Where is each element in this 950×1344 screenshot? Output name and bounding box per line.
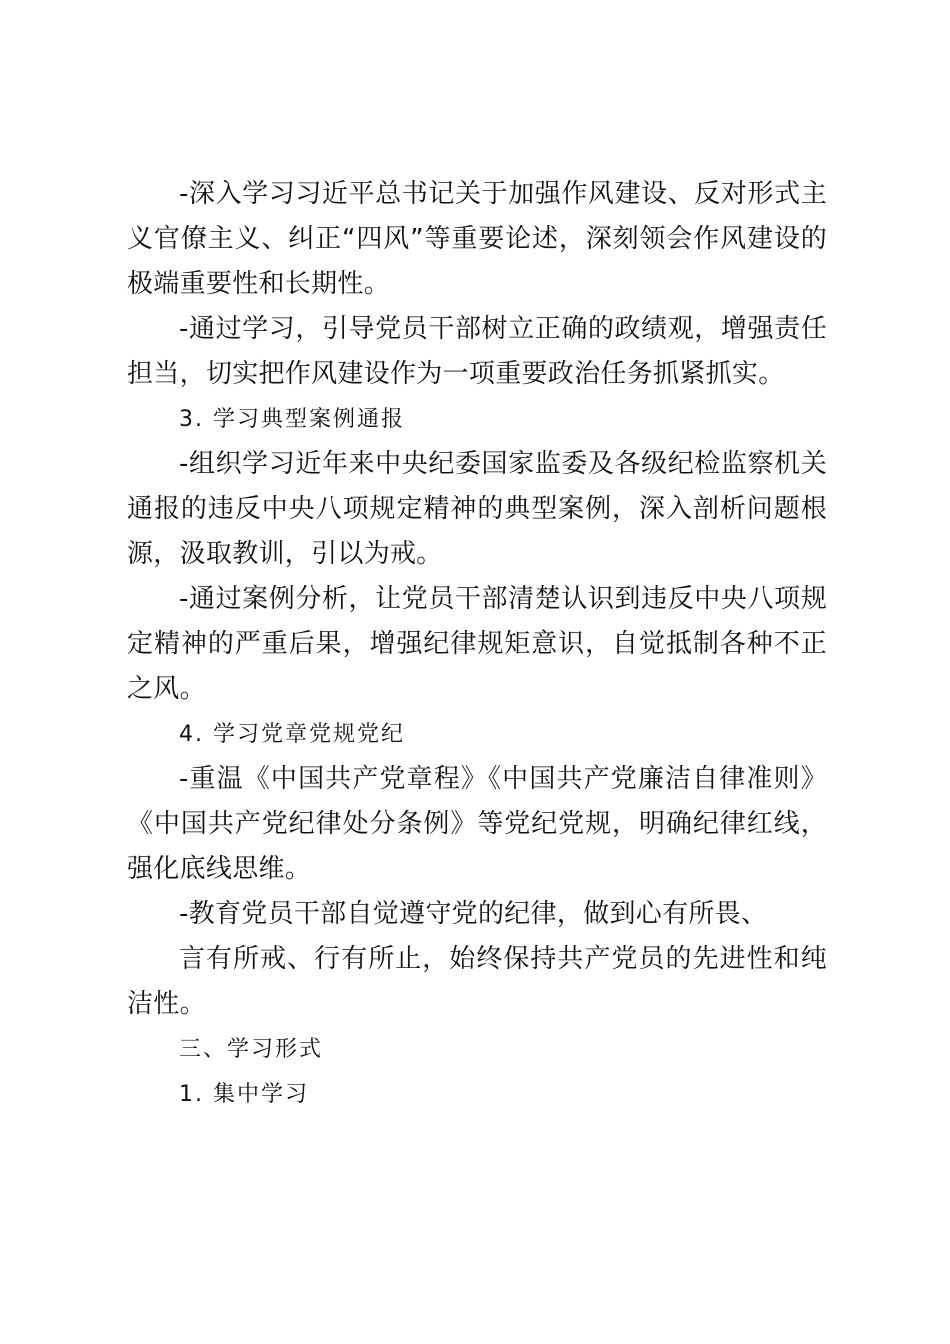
heading-party-rules: 4. 学习党章党规党纪 (179, 722, 405, 747)
paragraph-achievement-view: -通过学习，引导党员干部树立正确的政绩观，增强责任担当，切实把作风建设作为一项重要政治任务抓紧抓实。 (127, 314, 827, 389)
heading-group-study: 1. 集中学习 (179, 1082, 309, 1107)
paragraph-discipline-line-2: 言有所戒、行有所止，始终保持共产党员的先进性和纯洁性。 (127, 944, 827, 1019)
document-body (127, 172, 827, 1117)
paragraph-case-analysis: -通过案例分析，让党员干部清楚认识到违反中央八项规定精神的严重后果，增强纪律规矩意识，自觉抵制各种不正之风。 (127, 584, 827, 704)
paragraph-party-constitution: -重温《中国共产党章程》《中国共产党廉洁自律准则》《中国共产党纪律处分条例》等党纪党规，明确纪律红线，强化底线思维。 (127, 764, 827, 884)
paragraph-case-study: -组织学习近年来中央纪委国家监委及各级纪检监察机关通报的违反中央八项规定精神的典型案例，深入剖析问题根源，汲取教训，引以为戒。 (127, 449, 827, 569)
heading-study-format: 三、学习形式 (179, 1037, 324, 1062)
heading-typical-cases: 3. 学习典型案例通报 (179, 407, 405, 432)
paragraph-style-study: -深入学习习近平总书记关于加强作风建设、反对形式主义官僚主义、纠正“四风”等重要论述，深刻领会作风建设的极端重要性和长期性。 (127, 179, 827, 299)
paragraph-discipline-line-1: -教育党员干部自觉遵守党的纪律，做到心有所畏、 (179, 899, 768, 929)
